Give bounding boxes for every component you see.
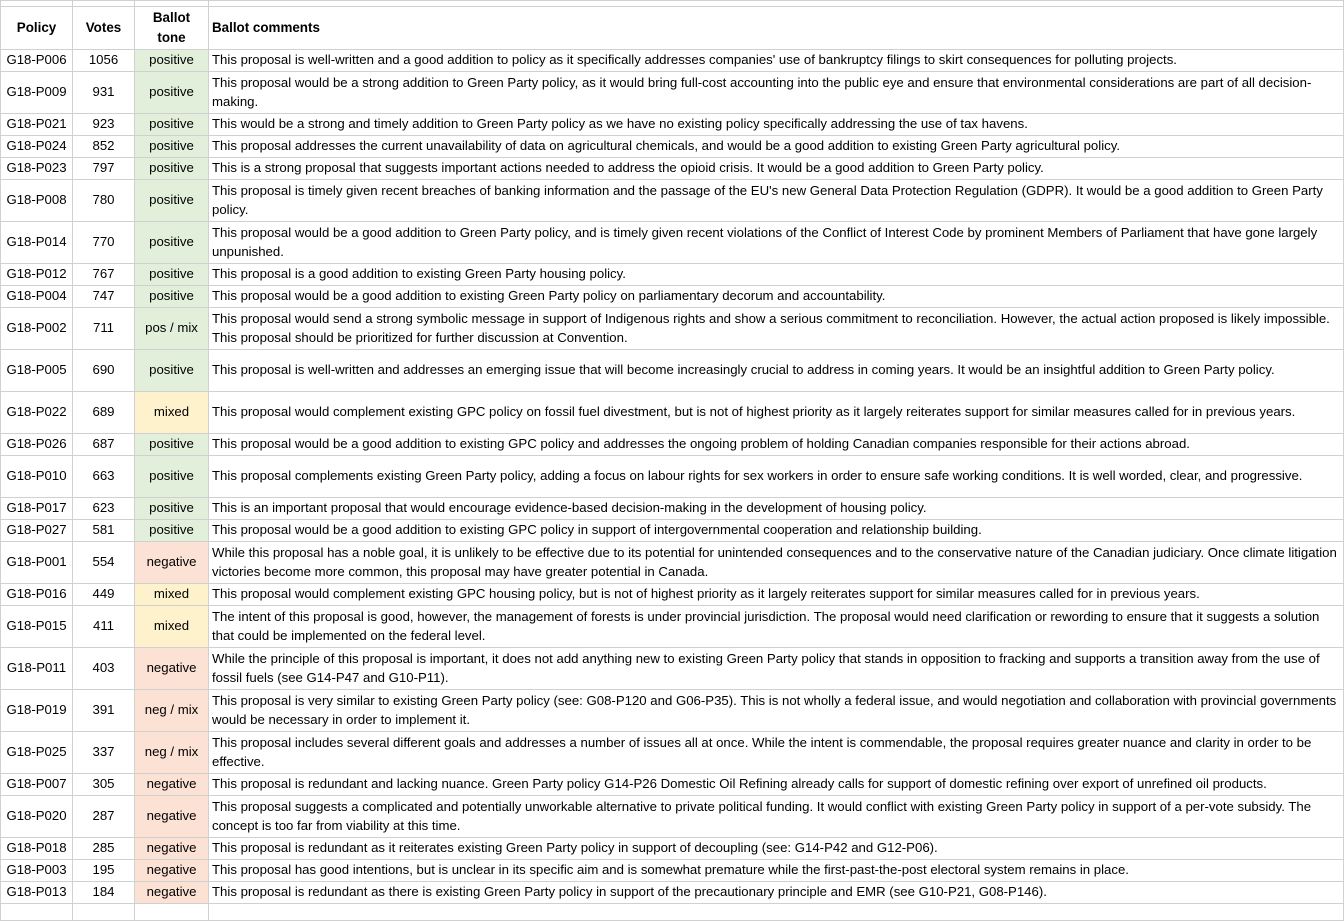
cell-votes[interactable]: 285 xyxy=(73,838,135,860)
empty-cell[interactable] xyxy=(1,904,73,921)
cell-votes[interactable]: 747 xyxy=(73,286,135,308)
cell-ballot-comment[interactable]: This proposal is redundant as there is existing Green Party policy in support of the precautionary principle and EMR (see G10-P21, G08-P146). xyxy=(209,882,1344,904)
cell-ballot-comment[interactable]: This proposal is redundant as it reiterates existing Green Party policy in support of decoupling (see: G14-P42 and G12-P06). xyxy=(209,838,1344,860)
table-row xyxy=(1,308,1344,350)
cell-ballot-tone[interactable]: positive xyxy=(135,498,209,520)
cell-ballot-tone[interactable]: negative xyxy=(135,796,209,838)
cell-ballot-comment[interactable]: This proposal would be a good addition to Green Party policy, and is timely given recent violations of the Conflict of Interest Code by prominent Members of Parliament that have gone largely unpunished. xyxy=(209,222,1344,264)
cell-policy[interactable]: G18-P026 xyxy=(1,434,73,456)
cell-votes[interactable]: 1056 xyxy=(73,50,135,72)
table-row xyxy=(1,520,1344,542)
cell-votes[interactable]: 923 xyxy=(73,114,135,136)
column-header-votes[interactable]: Votes xyxy=(73,7,135,50)
empty-cell[interactable] xyxy=(209,904,1344,921)
table-row xyxy=(1,50,1344,72)
table-row xyxy=(1,690,1344,732)
cell-ballot-comment[interactable]: This proposal includes several different goals and addresses a number of issues all at once. While the intent is commendable, the proposal requires greater nuance and clarity in order to be effective. xyxy=(209,732,1344,774)
cell-ballot-comment[interactable]: This proposal is very similar to existing Green Party policy (see: G08-P120 and G06-P35). This is not wholly a federal issue, and would negotiation and collaboration with provincial governments would be necessary in order to implement it. xyxy=(209,690,1344,732)
cell-policy[interactable]: G18-P009 xyxy=(1,72,73,114)
table-row xyxy=(1,542,1344,584)
cell-policy[interactable]: G18-P019 xyxy=(1,690,73,732)
table-row xyxy=(1,606,1344,648)
cell-ballot-tone[interactable]: positive xyxy=(135,50,209,72)
cell-ballot-comment[interactable]: While the principle of this proposal is important, it does not add anything new to existing Green Party policy that stands in opposition to fracking and supports a transition away from the use of fossil fuels (see G14-P47 and G10-P11). xyxy=(209,648,1344,690)
cell-ballot-comment[interactable]: This proposal addresses the current unavailability of data on agricultural chemicals, and would be a good addition to existing Green Party agricultural policy. xyxy=(209,136,1344,158)
cell-votes[interactable]: 689 xyxy=(73,392,135,434)
cell-ballot-comment[interactable]: This proposal is well-written and a good addition to policy as it specifically addresses companies' use of bankruptcy filings to skirt consequences for polluting projects. xyxy=(209,50,1344,72)
cell-ballot-tone[interactable]: positive xyxy=(135,434,209,456)
cell-ballot-tone[interactable]: positive xyxy=(135,264,209,286)
column-header-comment[interactable]: Ballot comments xyxy=(209,7,1344,50)
cell-policy[interactable]: G18-P020 xyxy=(1,796,73,838)
cell-policy[interactable]: G18-P005 xyxy=(1,350,73,392)
cell-policy[interactable]: G18-P010 xyxy=(1,456,73,498)
cell-ballot-tone[interactable]: positive xyxy=(135,72,209,114)
cell-ballot-tone[interactable]: negative xyxy=(135,860,209,882)
table-header-row xyxy=(1,7,1344,50)
cell-policy[interactable]: G18-P021 xyxy=(1,114,73,136)
cell-ballot-tone[interactable]: positive xyxy=(135,136,209,158)
cell-policy[interactable]: G18-P011 xyxy=(1,648,73,690)
cell-votes[interactable]: 797 xyxy=(73,158,135,180)
table-row xyxy=(1,860,1344,882)
cell-ballot-tone[interactable]: positive xyxy=(135,350,209,392)
cell-policy[interactable]: G18-P024 xyxy=(1,136,73,158)
cell-policy[interactable]: G18-P023 xyxy=(1,158,73,180)
table-row xyxy=(1,264,1344,286)
cell-ballot-tone[interactable]: pos / mix xyxy=(135,308,209,350)
table-row xyxy=(1,136,1344,158)
cell-ballot-tone[interactable]: positive xyxy=(135,180,209,222)
cell-ballot-tone[interactable]: mixed xyxy=(135,584,209,606)
table-row xyxy=(1,456,1344,498)
cell-policy[interactable]: G18-P004 xyxy=(1,286,73,308)
cell-ballot-comment[interactable]: This proposal is well-written and addresses an emerging issue that will become increasingly crucial to address in coming years. It would be an insightful addition to Green Party policy. xyxy=(209,350,1344,392)
cell-policy[interactable]: G18-P013 xyxy=(1,882,73,904)
cell-votes[interactable]: 391 xyxy=(73,690,135,732)
cell-ballot-comment[interactable]: This proposal is timely given recent breaches of banking information and the passage of the EU's new General Data Protection Regulation (GDPR). It would be a good addition to Green Party policy. xyxy=(209,180,1344,222)
cell-policy[interactable]: G18-P002 xyxy=(1,308,73,350)
table-row xyxy=(1,732,1344,774)
cell-ballot-comment[interactable]: This proposal is redundant and lacking nuance. Green Party policy G14-P26 Domestic Oil Refining already calls for support of domestic refining over export of unrefined oil products. xyxy=(209,774,1344,796)
table-row xyxy=(1,158,1344,180)
cell-votes[interactable]: 780 xyxy=(73,180,135,222)
cell-votes[interactable]: 581 xyxy=(73,520,135,542)
cell-ballot-tone[interactable]: neg / mix xyxy=(135,732,209,774)
cell-ballot-comment[interactable]: This is an important proposal that would encourage evidence-based decision-making in the development of housing policy. xyxy=(209,498,1344,520)
table-row xyxy=(1,114,1344,136)
cell-policy[interactable]: G18-P012 xyxy=(1,264,73,286)
cell-ballot-tone[interactable]: negative xyxy=(135,648,209,690)
table-row xyxy=(1,180,1344,222)
empty-cell[interactable] xyxy=(73,904,135,921)
cell-ballot-comment[interactable]: While this proposal has a noble goal, it is unlikely to be effective due to its potential for unintended consequences and to the conservative nature of the Canadian judiciary. Once climate litigation victories become more common, this proposal may have greater potential in Canada. xyxy=(209,542,1344,584)
cell-policy[interactable]: G18-P008 xyxy=(1,180,73,222)
cell-policy[interactable]: G18-P001 xyxy=(1,542,73,584)
cell-votes[interactable]: 852 xyxy=(73,136,135,158)
cell-ballot-comment[interactable]: The intent of this proposal is good, however, the management of forests is under provincial jurisdiction. The proposal would need clarification or rewording to ensure that it suggests a solution that could be implemented on the federal level. xyxy=(209,606,1344,648)
cell-ballot-tone[interactable]: negative xyxy=(135,542,209,584)
cell-votes[interactable]: 305 xyxy=(73,774,135,796)
cell-ballot-tone[interactable]: positive xyxy=(135,456,209,498)
cell-votes[interactable]: 767 xyxy=(73,264,135,286)
cell-votes[interactable]: 403 xyxy=(73,648,135,690)
cell-votes[interactable]: 554 xyxy=(73,542,135,584)
cell-votes[interactable]: 195 xyxy=(73,860,135,882)
table-row xyxy=(1,434,1344,456)
table-row xyxy=(1,882,1344,904)
table-row xyxy=(1,648,1344,690)
table-row xyxy=(1,72,1344,114)
column-header-policy[interactable]: Policy xyxy=(1,7,73,50)
cell-ballot-tone[interactable]: positive xyxy=(135,114,209,136)
table-row xyxy=(1,838,1344,860)
cell-votes[interactable]: 449 xyxy=(73,584,135,606)
cell-policy[interactable]: G18-P003 xyxy=(1,860,73,882)
cell-ballot-tone[interactable]: negative xyxy=(135,882,209,904)
cell-votes[interactable]: 711 xyxy=(73,308,135,350)
table-row xyxy=(1,796,1344,838)
table-row xyxy=(1,498,1344,520)
cell-ballot-comment[interactable]: This would be a strong and timely addition to Green Party policy as we have no existing policy specifically addressing the use of tax havens. xyxy=(209,114,1344,136)
cell-ballot-comment[interactable]: This proposal has good intentions, but is unclear in its specific aim and is somewhat premature while the first-past-the-post electoral system remains in place. xyxy=(209,860,1344,882)
cell-votes[interactable]: 690 xyxy=(73,350,135,392)
table-row xyxy=(1,286,1344,308)
cell-ballot-comment[interactable]: This proposal would complement existing GPC policy on fossil fuel divestment, but is not of highest priority as it largely reiterates support for similar measures called for in previous years. xyxy=(209,392,1344,434)
cell-votes[interactable]: 931 xyxy=(73,72,135,114)
cell-ballot-comment[interactable]: This proposal would be a good addition to existing GPC policy in support of intergovernmental cooperation and relationship building. xyxy=(209,520,1344,542)
table-row xyxy=(1,350,1344,392)
cell-ballot-tone[interactable]: positive xyxy=(135,222,209,264)
cell-policy[interactable]: G18-P017 xyxy=(1,498,73,520)
cell-votes[interactable]: 663 xyxy=(73,456,135,498)
cell-policy[interactable]: G18-P006 xyxy=(1,50,73,72)
cell-policy[interactable]: G18-P027 xyxy=(1,520,73,542)
cell-policy[interactable]: G18-P022 xyxy=(1,392,73,434)
spacer-row-bottom xyxy=(1,904,1344,921)
cell-policy[interactable]: G18-P007 xyxy=(1,774,73,796)
table-row xyxy=(1,222,1344,264)
cell-ballot-tone[interactable]: mixed xyxy=(135,606,209,648)
cell-ballot-tone[interactable]: neg / mix xyxy=(135,690,209,732)
cell-ballot-tone[interactable]: negative xyxy=(135,838,209,860)
column-header-tone[interactable]: Ballot tone xyxy=(135,7,209,50)
cell-ballot-comment[interactable]: This proposal complements existing Green Party policy, adding a focus on labour rights for sex workers in order to ensure safe working conditions. It is well worded, clear, and progressive. xyxy=(209,456,1344,498)
cell-ballot-tone[interactable]: mixed xyxy=(135,392,209,434)
table-row xyxy=(1,774,1344,796)
cell-ballot-comment[interactable]: This is a strong proposal that suggests important actions needed to address the opioid crisis. It would be a good addition to Green Party policy. xyxy=(209,158,1344,180)
table-row xyxy=(1,584,1344,606)
cell-ballot-comment[interactable]: This proposal would complement existing GPC housing policy, but is not of highest priority as it largely reiterates support for similar measures called for in previous years. xyxy=(209,584,1344,606)
cell-policy[interactable]: G18-P025 xyxy=(1,732,73,774)
cell-votes[interactable]: 184 xyxy=(73,882,135,904)
cell-ballot-tone[interactable]: positive xyxy=(135,158,209,180)
table-row xyxy=(1,392,1344,434)
cell-ballot-tone[interactable]: positive xyxy=(135,520,209,542)
cell-policy[interactable]: G18-P015 xyxy=(1,606,73,648)
cell-votes[interactable]: 687 xyxy=(73,434,135,456)
cell-ballot-tone[interactable]: positive xyxy=(135,286,209,308)
cell-votes[interactable]: 770 xyxy=(73,222,135,264)
cell-policy[interactable]: G18-P018 xyxy=(1,838,73,860)
cell-ballot-comment[interactable]: This proposal is a good addition to existing Green Party housing policy. xyxy=(209,264,1344,286)
cell-votes[interactable]: 287 xyxy=(73,796,135,838)
cell-votes[interactable]: 411 xyxy=(73,606,135,648)
cell-ballot-tone[interactable]: negative xyxy=(135,774,209,796)
cell-votes[interactable]: 337 xyxy=(73,732,135,774)
cell-ballot-comment[interactable]: This proposal would be a strong addition to Green Party policy, as it would bring full-cost accounting into the public eye and ensure that environmental considerations are part of all decision-making. xyxy=(209,72,1344,114)
cell-votes[interactable]: 623 xyxy=(73,498,135,520)
empty-cell[interactable] xyxy=(135,904,209,921)
cell-ballot-comment[interactable]: This proposal would send a strong symbolic message in support of Indigenous rights and show a serious commitment to reconciliation. However, the actual action proposed is likely impossible. This proposal should be prioritized for further discussion at Convention. xyxy=(209,308,1344,350)
cell-policy[interactable]: G18-P014 xyxy=(1,222,73,264)
cell-ballot-comment[interactable]: This proposal would be a good addition to existing Green Party policy on parliamentary decorum and accountability. xyxy=(209,286,1344,308)
cell-ballot-comment[interactable]: This proposal would be a good addition to existing GPC policy and addresses the ongoing problem of holding Canadian companies responsible for their actions abroad. xyxy=(209,434,1344,456)
cell-ballot-comment[interactable]: This proposal suggests a complicated and potentially unworkable alternative to private political funding. It would conflict with existing Green Party policy in support of a per-vote subsidy. The concept is too far from viability at this time. xyxy=(209,796,1344,838)
cell-policy[interactable]: G18-P016 xyxy=(1,584,73,606)
